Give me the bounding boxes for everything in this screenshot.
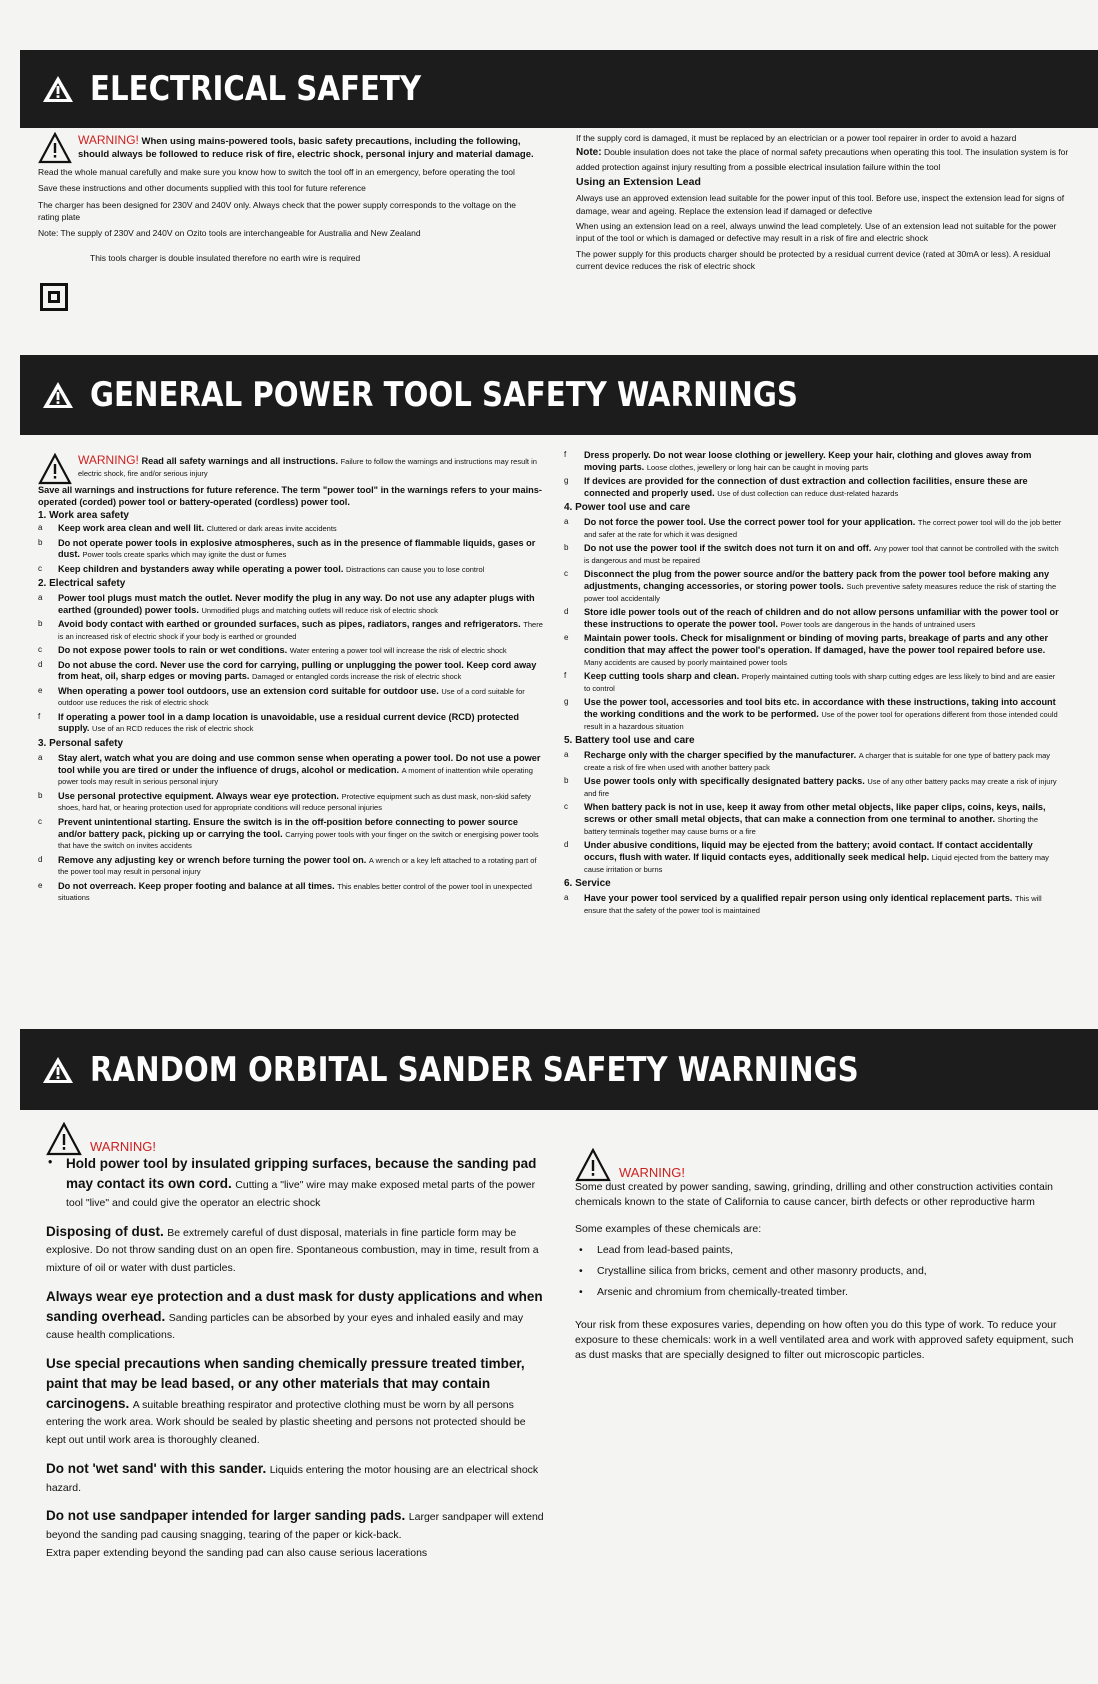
paragraph: Read the whole manual carefully and make sure you know how to switch the tool off in an emergency, before operating the tool — [38, 167, 515, 177]
warning-label: WARNING! — [78, 133, 139, 147]
item-letter: b — [564, 543, 569, 553]
general-left-list — [38, 523, 543, 904]
item-bold: If operating a power tool in a damp location is unavoidable, use a residual current device (RCD) protected supply. — [58, 711, 519, 734]
item-text — [58, 881, 543, 905]
item-text — [58, 660, 543, 684]
safety-list-item — [38, 523, 543, 535]
item-small: Water entering a power tool will increase the risk of electric shock — [289, 646, 507, 656]
paragraph: Always use an approved extension lead suitable for the power input of this tool. Before use, inspect the extension lead for signs of damage, wear and ageing. Replace the extension lead if damaged or defective — [576, 193, 1065, 216]
electrical-right-column — [576, 132, 1076, 272]
item-letter: a — [38, 752, 43, 762]
item-bold: Keep cutting tools sharp and clean. — [584, 671, 740, 682]
section-title: GENERAL POWER TOOL SAFETY WARNINGS — [90, 375, 798, 415]
example-text: Crystalline silica from bricks, cement and other masonry products, and, — [597, 1265, 927, 1278]
subsection-title: 3. Personal safety — [38, 737, 124, 749]
sander-paragraph — [46, 1222, 546, 1277]
paragraph: Some examples of these chemicals are: — [575, 1223, 762, 1236]
safety-list-item — [38, 538, 543, 562]
item-letter: b — [564, 776, 569, 786]
item-bold: Prevent unintentional starting. Ensure the switch is in the off-position before connecting to power source and/or battery pack, picking up or carrying the tool. — [58, 816, 518, 839]
safety-list-item — [564, 893, 1062, 917]
item-small: Power tools create sparks which may ignite the dust or fumes — [82, 550, 287, 560]
safety-list-item — [564, 802, 1062, 837]
item-small: Power tools are dangerous in the hands of untrained users — [780, 619, 976, 629]
item-small: Cluttered or dark areas invite accidents — [206, 524, 337, 534]
extension-lead-title: Using an Extension Lead — [576, 176, 701, 189]
example-text: Lead from lead-based paints, — [597, 1244, 734, 1257]
item-bold: Use personal protective equipment. Always wear eye protection. — [58, 790, 339, 801]
general-warning — [38, 453, 543, 485]
electrical-safety-banner — [20, 50, 1098, 128]
item-small: A charger that is suitable for one type of battery pack may create a risk of fire when used with another battery pack — [584, 751, 1051, 772]
item-small: Unmodified plugs and matching outlets will reduce risk of electric shock — [201, 605, 438, 615]
item-small: Distractions can cause you to lose control — [345, 564, 485, 574]
item-text — [584, 893, 1062, 917]
item-bold: Do not force the power tool. Use the correct power tool for your application. — [584, 517, 916, 528]
item-bold: When battery pack is not in use, keep it away from other metal objects, like paper clips, coins, keys, nails, screws or other small metal objects, that can make a connection from one terminal to another. — [584, 802, 1046, 824]
item-small: Use of dust collection can reduce dust-related hazards — [717, 488, 899, 498]
note-text: Double insulation does not take the place of normal safety precautions when operating this tool. The insulation system is for added protection against injury resulting from a possible electrical insulation failure within the tool — [576, 147, 1069, 172]
item-bold: Maintain power tools. Check for misalignment or binding of moving parts, breakage of parts and any other condition that may affect the power tool's operation. If damaged, have the power tool repaired before use. — [584, 633, 1049, 656]
item-letter: f — [564, 671, 567, 681]
item-small: There is an increased risk of electric shock if your body is earthed or grounded — [58, 620, 543, 641]
item-bold: Keep children and bystanders away while operating a power tool. — [58, 563, 344, 574]
item-letter: d — [38, 854, 43, 864]
safety-list-item — [38, 686, 543, 710]
safety-list-item — [38, 645, 543, 657]
safety-list-item — [38, 712, 543, 736]
bullet-text: Cutting a "live" wire may make exposed metal parts of the power tool "live" and could give the operator an electric shock — [66, 1179, 536, 1209]
section-title: ELECTRICAL SAFETY — [90, 69, 422, 109]
warning-triangle-icon — [42, 380, 74, 410]
item-bold: Remove any adjusting key or wrench before turning the power tool on. — [58, 854, 367, 865]
safety-list-item — [38, 619, 543, 643]
item-text — [584, 776, 1062, 800]
warning-label: WARNING! — [78, 453, 139, 467]
warning-small: Failure to follow the warnings and instructions may result in electric shock, fire and/or serious injury — [78, 457, 537, 478]
bullet-icon: • — [579, 1265, 583, 1278]
note-label: Note: — [576, 147, 602, 159]
safety-list-item — [38, 660, 543, 684]
paragraph-body: Be extremely careful of dust disposal, materials in fine particle form may be explosive. Do not throw sanding dust on an open fire. Spontaneous combustion, may in time, result from a mixture of oil or water with dust particles. — [46, 1226, 539, 1275]
bullet-bold: Hold power tool by insulated gripping surfaces, because the sanding pad may contact its own cord. — [66, 1156, 537, 1192]
item-letter: b — [38, 537, 43, 547]
item-text — [584, 607, 1062, 631]
item-text — [58, 817, 543, 852]
item-letter: g — [564, 476, 569, 486]
general-left-column — [38, 453, 543, 907]
item-letter: f — [564, 450, 567, 459]
item-bold: If devices are provided for the connection of dust extraction and collection facilities, ensure these are connected and properly used. — [584, 476, 1028, 498]
item-bold: Dress properly. Do not wear loose clothing or jewellery. Keep your hair, clothing and gloves away from moving parts. — [584, 450, 1032, 472]
item-small: Many accidents are caused by poorly maintained power tools — [584, 657, 788, 667]
item-small: Use of a cord suitable for outdoor use reduces the risk of electric shock — [58, 686, 525, 708]
item-letter: a — [564, 750, 569, 760]
warning-triangle-icon — [38, 453, 72, 485]
item-text — [584, 802, 1062, 837]
paragraph-lead: Do not 'wet sand' with this sander. — [46, 1460, 267, 1476]
general-right-list — [564, 450, 1062, 917]
safety-list-item — [564, 450, 1062, 474]
item-text — [584, 697, 1062, 732]
item-letter: c — [564, 802, 568, 812]
item-bold: Do not abuse the cord. Never use the cord for carrying, pulling or unplugging the power tool. Keep cord away from heat, oil, sharp edges or moving parts. — [58, 659, 537, 682]
warning-triangle-icon — [42, 74, 74, 104]
item-text — [58, 791, 543, 815]
item-small: Such preventive safety measures reduce the risk of starting the power tool accidentally — [584, 582, 1057, 603]
paragraph-lead: Use special precautions when sanding chemically pressure treated timber, paint that may be lead based, or any other materials that may contain carcinogens. — [46, 1356, 525, 1411]
sander-left-column — [46, 1122, 546, 1571]
item-small: Loose clothes, jewellery or long hair can be caught in moving parts — [646, 462, 869, 472]
warning-text: When using mains-powered tools, basic safety precautions, including the following, should always be followed to reduce risk of fire, electric shock, personal injury and material damage. — [78, 136, 534, 160]
item-bold: Do not use the power tool if the switch does not turn it on and off. — [584, 543, 872, 554]
item-text — [584, 543, 1062, 567]
item-letter: c — [564, 569, 568, 579]
item-text — [584, 750, 1062, 774]
item-letter: a — [38, 523, 43, 533]
chemical-example — [579, 1243, 1075, 1258]
item-small: A moment of inattention while operating power tools may result in serious personal injury — [58, 765, 533, 787]
item-small: Use of an RCD reduces the risk of electric shock — [92, 724, 254, 734]
safety-list-item — [564, 776, 1062, 800]
item-letter: c — [38, 816, 42, 826]
safety-list-item — [564, 476, 1062, 500]
item-text — [58, 564, 484, 576]
paragraph: When using an extension lead on a reel, always unwind the lead completely. Use of an extension lead not suitable for the power input of the tool or which is damaged or defective may result in a risk of fire and electric shock — [576, 220, 1057, 244]
item-text — [584, 671, 1062, 695]
item-text — [58, 686, 543, 710]
paragraph-lead: Disposing of dust. — [46, 1223, 164, 1239]
item-letter: d — [564, 840, 569, 850]
item-small: Liquid ejected from the battery may cause irritation or burns — [584, 852, 1049, 874]
paragraph: Extra paper extending beyond the sanding pad can also cause serious lacerations — [46, 1546, 428, 1559]
sander-paragraph — [46, 1354, 546, 1449]
sander-paragraphs — [46, 1222, 546, 1544]
item-bold: Disconnect the plug from the power source and/or the battery pack from the power tool before making any adjustments, changing accessories, or storing power tools. — [584, 569, 1050, 592]
item-bold: Do not operate power tools in explosive atmospheres, such as in the presence of flammable liquids, gases or dust. — [58, 537, 536, 560]
paragraph: The charger has been designed for 230V and 240V only. Always check that the power supply corresponds to the voltage on the rating plate — [38, 199, 517, 222]
sander-warning — [46, 1122, 546, 1156]
warning-triangle-icon — [42, 1055, 74, 1085]
item-small: This will ensure that the safety of the power tool is maintained — [584, 894, 1042, 915]
bullet-icon: • — [48, 1155, 53, 1170]
safety-list-item — [564, 750, 1062, 774]
save-instructions: Save all warnings and instructions for future reference. The term "power tool" in the warnings refers to your mains-operated (corded) power tool or battery-operated (cordless) power tool. — [38, 485, 542, 507]
item-small: Protective equipment such as dust mask, non-skid safety shoes, hard hat, or hearing protection used for appropriate conditions will reduce personal injuries — [58, 791, 531, 813]
paragraph-body: Liquids entering the motor housing are an electrical shock hazard. — [46, 1463, 539, 1494]
paragraph: The power supply for this products charger should be protected by a residual current device (rated at 30mA or less). A residual current device reduces the risk of electric shock — [576, 248, 1051, 271]
item-text — [58, 619, 543, 643]
item-text — [58, 538, 543, 562]
item-text — [584, 633, 1062, 668]
subsection-title: 5. Battery tool use and care — [564, 734, 695, 746]
warning-label: WARNING! — [90, 1139, 156, 1154]
item-small: A wrench or a key left attached to a rotating part of the power tool may result in personal injury — [58, 855, 537, 877]
warning-label: WARNING! — [619, 1165, 685, 1180]
general-safety-banner — [20, 355, 1098, 435]
paragraph: Your risk from these exposures varies, depending on how often you do this type of work. To reduce your exposure to these chemicals: work in a well ventilated area and work with approved safety equipment, such as dust masks that are specially designed to filter out microscopic particles. — [575, 1318, 1074, 1361]
safety-list-item — [38, 753, 543, 788]
item-bold: Stay alert, watch what you are doing and use common sense when operating a power tool. Do not use a power tool while you are tired or under the influence of drugs, alcohol or medication. — [58, 752, 541, 775]
item-letter: e — [564, 633, 569, 643]
item-letter: e — [38, 880, 43, 890]
safety-list-item — [564, 607, 1062, 631]
item-letter: c — [38, 563, 42, 573]
safety-list-item — [564, 840, 1062, 875]
item-letter: e — [38, 685, 43, 695]
paragraph: If the supply cord is damaged, it must be replaced by an electrician or a power tool repairer in order to avoid a hazard — [576, 133, 1017, 143]
paragraph: Note: The supply of 230V and 240V on Ozito tools are interchangeable for Australia and New Zealand — [38, 228, 421, 239]
item-bold: Store idle power tools out of the reach of children and do not allow persons unfamiliar with the power tool or these instructions to operate the power tool. — [584, 607, 1059, 629]
chemical-example — [579, 1264, 1075, 1279]
sander-paragraph — [46, 1459, 546, 1497]
paragraph: Some dust created by power sanding, sawing, grinding, drilling and other construction activities contain chemicals known to the state of California to cause cancer, birth defects or other reproductive harm — [575, 1181, 1054, 1209]
item-letter: b — [38, 619, 43, 629]
safety-list-item — [564, 633, 1062, 668]
item-bold: When operating a power tool outdoors, use an extension cord suitable for outdoor use. — [58, 685, 439, 696]
electrical-warning — [38, 132, 538, 164]
warning-triangle-icon — [38, 132, 72, 164]
item-bold: Do not expose power tools to rain or wet conditions. — [58, 645, 288, 656]
paragraph-body: Sanding particles can be absorbed by your eyes and inhaled easily and may cause health complications. — [46, 1311, 524, 1342]
subsection-title: 2. Electrical safety — [38, 577, 126, 589]
item-small: Properly maintained cutting tools with sharp cutting edges are less likely to bind and are easier to control — [584, 672, 1056, 693]
safety-list-item — [38, 564, 543, 576]
electrical-left-column — [38, 132, 538, 264]
bullet-icon: • — [579, 1244, 583, 1257]
bullet-icon: • — [579, 1285, 583, 1298]
paragraph: Save these instructions and other documents supplied with this tool for future reference — [38, 183, 366, 194]
item-letter: a — [564, 517, 569, 527]
item-text — [58, 593, 543, 617]
item-text — [584, 840, 1062, 875]
subsection-title: 6. Service — [564, 877, 611, 889]
paragraph-lead: Do not use sandpaper intended for larger sanding pads. — [46, 1508, 406, 1524]
item-text — [584, 517, 1062, 541]
safety-list-item — [38, 881, 543, 905]
item-text — [584, 476, 1062, 500]
safety-list-item — [564, 697, 1062, 732]
item-letter: f — [38, 711, 41, 721]
item-small: This enables better control of the power tool in unexpected situations — [58, 881, 532, 903]
item-bold: Keep work area clean and well lit. — [58, 523, 205, 534]
general-right-column — [564, 450, 1062, 919]
item-text — [584, 569, 1062, 604]
item-small: Use of any other battery packs may create a risk of injury and fire — [584, 777, 1057, 798]
example-text: Arsenic and chromium from chemically-treated timber. — [597, 1285, 848, 1298]
item-bold: Do not overreach. Keep proper footing and balance at all times. — [58, 880, 335, 891]
item-bold: Power tool plugs must match the outlet. Never modify the plug in any way. Do not use any adapter plugs with earthed (grounded) power tools. — [58, 593, 535, 615]
sander-paragraph — [46, 1506, 546, 1544]
item-small: Damaged or entangled cords increase the risk of electric shock — [252, 672, 462, 682]
safety-list-item — [38, 855, 543, 879]
item-small: Shorting the battery terminals together may cause burns or a fire — [584, 815, 1039, 836]
item-small: Carrying power tools with your finger on the switch or energising power tools that have the switch on invites accidents — [58, 829, 539, 851]
item-letter: c — [38, 645, 42, 655]
safety-list-item — [564, 517, 1062, 541]
double-insulated-note: This tools charger is double insulated therefore no earth wire is required — [90, 252, 361, 263]
sander-right-column — [575, 1148, 1075, 1373]
item-small: Use of the power tool for operations different from those intended could result in a hazardous situation — [584, 709, 1058, 731]
note-paragraph — [576, 146, 1076, 173]
item-bold: Use power tools only with specifically designated battery packs. — [584, 776, 865, 787]
section-title: RANDOM ORBITAL SANDER SAFETY WARNINGS — [90, 1049, 859, 1090]
subsection-title: 1. Work area safety — [38, 509, 129, 521]
paragraph-body: A suitable breathing respirator and protective clothing must be worn by all persons entering the work area. Work should be sealed by plastic sheeting and persons not protected should be kept out until work area is thoroughly cleaned. — [46, 1398, 526, 1447]
item-text — [58, 753, 543, 788]
item-letter: a — [38, 593, 43, 603]
item-text — [58, 712, 543, 736]
double-insulated-icon — [40, 283, 68, 311]
item-text — [58, 855, 543, 879]
warning-bold: Read all safety warnings and all instructions. — [141, 456, 339, 466]
safety-list-item — [564, 671, 1062, 695]
item-bold: Recharge only with the charger specified by the manufacturer. — [584, 750, 857, 761]
hold-tool-bullet — [46, 1154, 546, 1211]
sander-safety-banner — [20, 1029, 1098, 1110]
item-letter: d — [564, 607, 569, 617]
item-small: The correct power tool will do the job better and safer at the rate for which it was designed — [584, 518, 1062, 540]
item-bold: Avoid body contact with earthed or grounded surfaces, such as pipes, radiators, ranges and refrigerators. — [58, 619, 521, 630]
item-text — [58, 523, 337, 535]
item-bold: Use the power tool, accessories and tool bits etc. in accordance with these instructions, taking into account the working conditions and the work to be performed. — [584, 697, 1056, 719]
item-letter: d — [38, 659, 43, 669]
sander-paragraph — [46, 1287, 546, 1344]
item-letter: g — [564, 697, 569, 707]
item-bold: Have your power tool serviced by a qualified repair person using only identical replacement parts. — [584, 893, 1013, 904]
safety-list-item — [564, 569, 1062, 604]
safety-list-item — [38, 593, 543, 617]
warning-triangle-icon — [46, 1122, 82, 1156]
chemical-examples-list — [575, 1243, 1075, 1300]
dust-warning — [575, 1148, 1075, 1182]
item-letter: a — [564, 893, 569, 903]
safety-list-item — [564, 543, 1062, 567]
item-text — [584, 450, 1062, 474]
item-small: Any power tool that cannot be controlled with the switch is dangerous and must be repaired — [584, 544, 1059, 566]
paragraph-lead: Always wear eye protection and a dust mask for dusty applications and when sanding overhead. — [46, 1288, 543, 1324]
paragraph-body: Larger sandpaper will extend beyond the sanding pad causing snagging, tearing of the paper or kick-back. — [46, 1511, 544, 1542]
item-letter: b — [38, 790, 43, 800]
warning-triangle-icon — [575, 1148, 611, 1182]
item-bold: Under abusive conditions, liquid may be ejected from the battery; avoid contact. If contact accidentally occurs, flush with water. If liquid contacts eyes, additionally seek medical help. — [584, 840, 1033, 862]
subsection-title: 4. Power tool use and care — [564, 502, 691, 514]
chemical-example — [579, 1285, 1075, 1300]
item-text — [58, 645, 507, 657]
safety-list-item — [38, 817, 543, 852]
safety-list-item — [38, 791, 543, 815]
